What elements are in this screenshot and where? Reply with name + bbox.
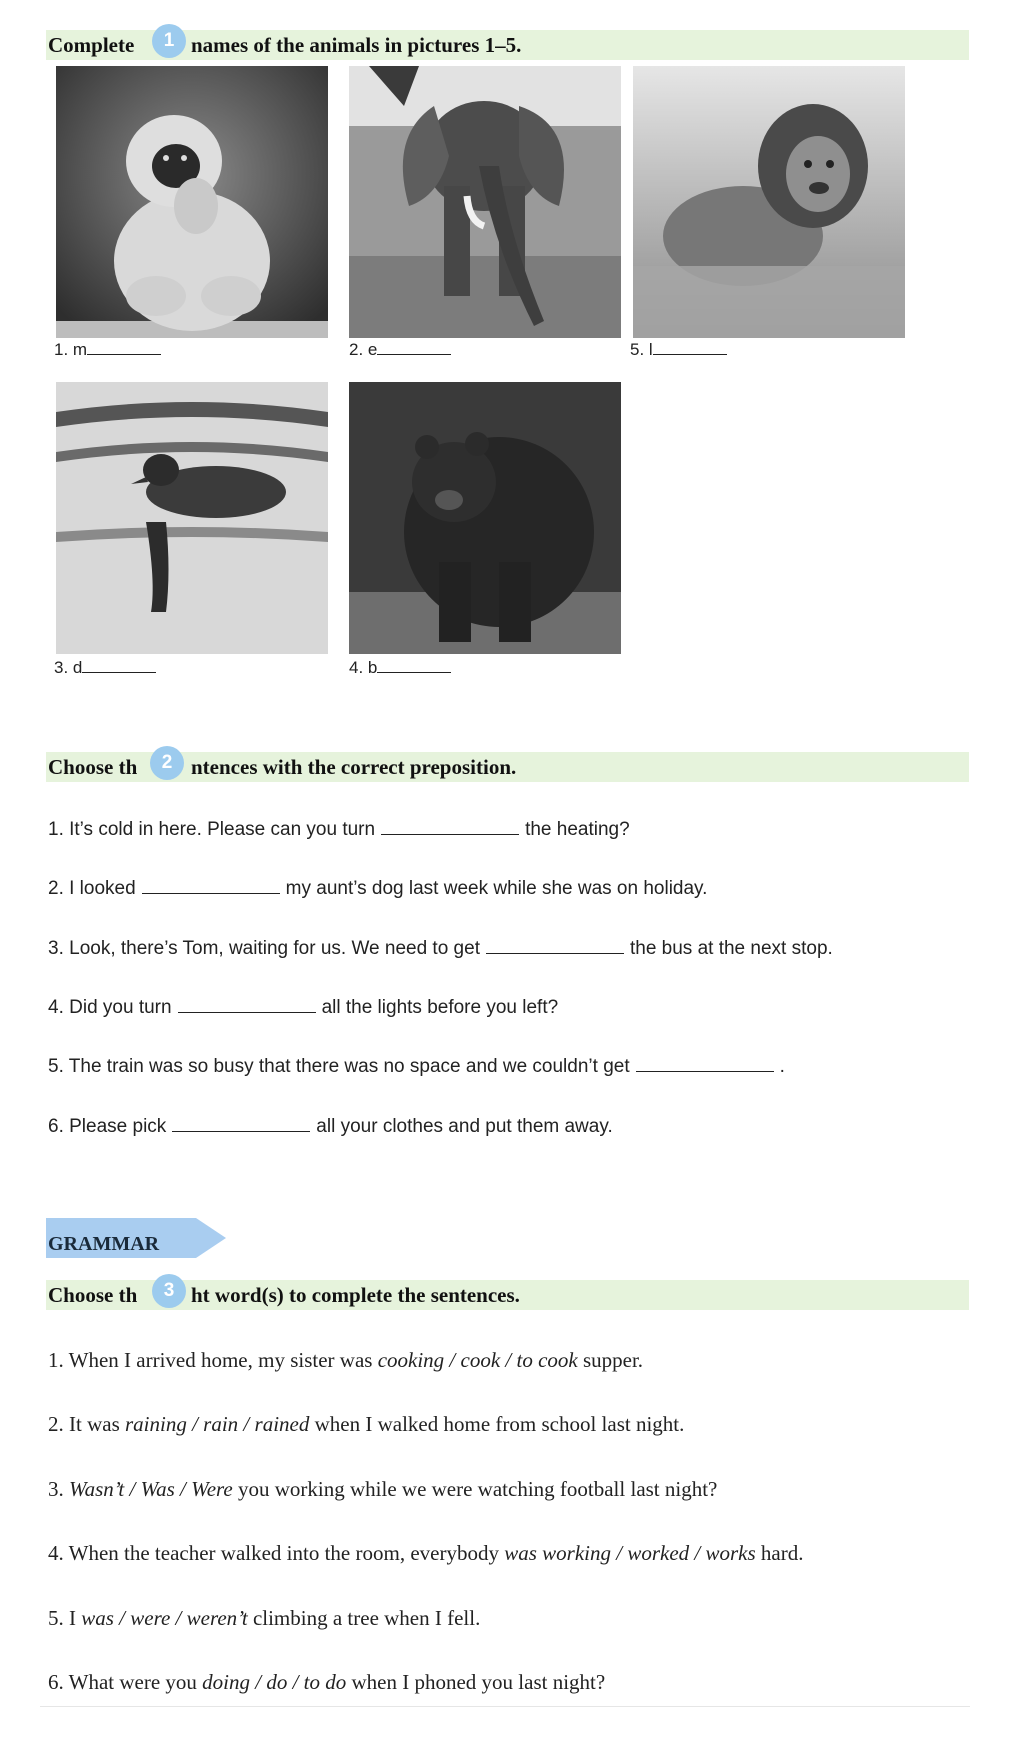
preposition-sentence-3 <box>48 937 833 960</box>
instruction-text-end: ht word(s) to complete the sentences. <box>191 1283 520 1307</box>
answer-blank[interactable] <box>178 996 316 1013</box>
sentence-start: 2. I looked <box>48 878 136 899</box>
answer-options[interactable]: raining / rain / rained <box>125 1412 310 1436</box>
instruction-text-start: Complete <box>48 33 135 57</box>
sentence-end: climbing a tree when I fell. <box>247 1606 481 1630</box>
exercise-number-badge-1: 1 <box>152 24 186 58</box>
caption-4 <box>349 658 451 678</box>
monkey-photo <box>56 66 328 338</box>
answer-blank-3[interactable] <box>82 658 156 673</box>
preposition-sentence-1 <box>48 818 630 841</box>
sentence-start: 3. <box>48 1477 69 1501</box>
section-2-instruction <box>46 752 969 782</box>
grammar-sentence-5 <box>48 1606 480 1631</box>
grammar-sentence-1 <box>48 1348 643 1373</box>
sentence-start: 6. Please pick <box>48 1116 167 1137</box>
caption-2 <box>349 340 451 360</box>
caption-5 <box>630 340 727 360</box>
caption-5-prefix: 5. l <box>630 340 653 359</box>
grammar-sentence-6 <box>48 1670 605 1695</box>
sentence-end: supper. <box>577 1348 644 1372</box>
answer-blank[interactable] <box>142 877 280 894</box>
answer-blank-5[interactable] <box>653 340 727 355</box>
instruction-text-start: Choose th <box>48 1283 138 1307</box>
sentence-start: 2. It was <box>48 1412 125 1436</box>
exercise-number-badge-3: 3 <box>152 1274 186 1308</box>
sentence-start: 3. Look, there’s Tom, waiting for us. We need to get <box>48 938 480 959</box>
instruction-text-start: Choose th <box>48 755 138 779</box>
sentence-end: . <box>779 1056 785 1077</box>
sentence-start: 1. When I arrived home, my sister was <box>48 1348 378 1372</box>
sentence-end: my aunt’s dog last week while she was on holiday. <box>285 878 708 899</box>
preposition-sentence-2 <box>48 877 707 900</box>
sentence-end: when I walked home from school last night. <box>309 1412 685 1436</box>
preposition-sentence-6 <box>48 1115 613 1138</box>
duck-photo <box>56 382 328 654</box>
sentence-end: all your clothes and put them away. <box>316 1116 613 1137</box>
answer-options[interactable]: was / were / weren’t <box>81 1606 248 1630</box>
sentence-start: 6. What were you <box>48 1670 203 1694</box>
answer-blank[interactable] <box>636 1055 774 1072</box>
answer-blank-2[interactable] <box>377 340 451 355</box>
sentence-start: 1. It’s cold in here. Please can you turn <box>48 819 376 840</box>
grammar-sentence-3 <box>48 1477 717 1502</box>
caption-1 <box>54 340 161 360</box>
sentence-end: the bus at the next stop. <box>629 938 833 959</box>
caption-3 <box>54 658 156 678</box>
answer-blank-4[interactable] <box>377 658 451 673</box>
answer-blank[interactable] <box>486 937 624 954</box>
answer-blank[interactable] <box>172 1115 310 1132</box>
preposition-sentence-5 <box>48 1055 785 1078</box>
instruction-text-end: names of the animals in pictures 1–5. <box>191 33 522 57</box>
answer-blank[interactable] <box>381 818 519 835</box>
grammar-sentence-2 <box>48 1412 684 1437</box>
answer-options[interactable]: was working / worked / works <box>504 1541 756 1565</box>
answer-options[interactable]: doing / do / to do <box>202 1670 347 1694</box>
sentence-end: all the lights before you left? <box>321 997 559 1018</box>
grammar-section-tab <box>46 1218 226 1258</box>
elephant-photo <box>349 66 621 338</box>
preposition-sentence-4 <box>48 996 558 1019</box>
caption-3-prefix: 3. d <box>54 658 83 677</box>
exercise-number-badge-2: 2 <box>150 746 184 780</box>
sentence-start: 4. Did you turn <box>48 997 172 1018</box>
grammar-tab-label: GRAMMAR <box>48 1233 160 1255</box>
answer-options[interactable]: Wasn’t / Was / Were <box>69 1477 233 1501</box>
answer-blank-1[interactable] <box>87 340 161 355</box>
instruction-text-end: ntences with the correct preposition. <box>191 755 517 779</box>
caption-2-prefix: 2. e <box>349 340 378 359</box>
sentence-end: the heating? <box>525 819 630 840</box>
caption-4-prefix: 4. b <box>349 658 378 677</box>
answer-options[interactable]: cooking / cook / to cook <box>377 1348 578 1372</box>
sentence-start: 5. I <box>48 1606 82 1630</box>
lion-photo <box>633 66 905 338</box>
bear-photo <box>349 382 621 654</box>
sentence-end: hard. <box>755 1541 804 1565</box>
caption-1-prefix: 1. m <box>54 340 88 359</box>
sentence-end: when I phoned you last night? <box>346 1670 606 1694</box>
page-bottom-rule <box>40 1706 970 1707</box>
sentence-start: 4. When the teacher walked into the room, everybody <box>48 1541 505 1565</box>
sentence-end: you working while we were watching football last night? <box>232 1477 718 1501</box>
sentence-start: 5. The train was so busy that there was no space and we couldn’t get <box>48 1056 630 1077</box>
grammar-sentence-4 <box>48 1541 803 1566</box>
